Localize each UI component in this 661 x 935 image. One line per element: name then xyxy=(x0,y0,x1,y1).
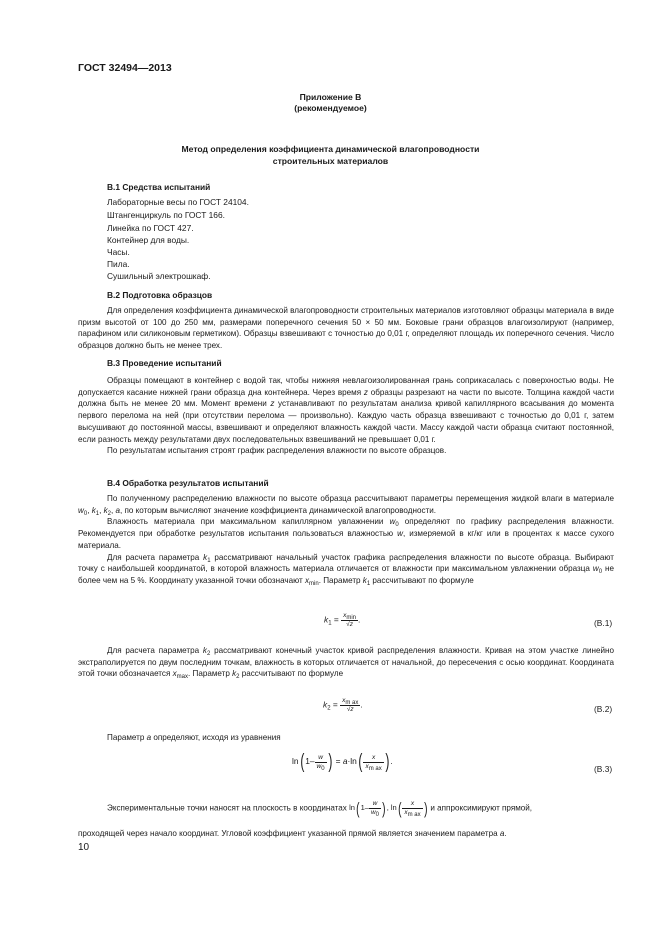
section-b4-points-line: Экспериментальные точки наносят на плоскость в координатах ln(1– $\frac{w}{w_0}$ ), ln( $\frac{x}{x_{m ax}}$ ) и аппроксимируют прямой, xyxy=(107,799,533,818)
coordinates-expression: ln(1– $\frac{w}{w_0}$ ), ln( $\frac{x}{x_{m ax}}$ ) xyxy=(349,799,428,818)
section-b4-body: По полученному распределению влажности по высоте образца рассчитывают параметры перемещения жидкой влаги в материале $w_0$, $k_1$, $k_2$, a, по которым вычисляют значение коэффициента динамической влагопроводности. Влажность материала при максимальном капиллярном увлажнении $w_0$ определяют по графику распределения влажности. Рекомендуется при обработке результатов испытания пользоваться влажностью w, измеряемой в кг/кг или в процентах к массе сухого материала. Для расчета параметра $k_1$ рассматривают начальный участок графика распределения влажности по высоте образца. Выбирают точку с наибольшей координатой, в которой влажность материала отличается от влажности при максимальном увлажнении образца $w_0$ не более чем на 5 %. Координату указанной точки обозначают $x_{min}$. Параметр $k_1$ рассчитывают по формуле xyxy=(78,494,614,587)
equipment-item: Часы. xyxy=(107,247,130,257)
equation-b3-number: (В.3) xyxy=(594,764,613,774)
section-b4-last-line: проходящей через начало координат. Угловой коэффициент указанной прямой является значением параметра a. xyxy=(78,829,507,838)
section-b4-k2-paragraph: Для расчета параметра $k_2$ рассматривают конечный участок кривой распределения влажности. Кривая на этом участке линейно экстраполируется по двум последним точкам, влажность в которых отличается от начальной, до пересечения с осью координат. Координата этой точки обозначается $x_{max}$. Параметр $k_2$ рассчитывают по формуле xyxy=(78,646,614,681)
section-b3-heading: В.3 Проведение испытаний xyxy=(107,358,222,368)
equation-b2: $k_2$ = $\frac{x_{m ax}}{√z}$ . xyxy=(323,697,363,713)
appendix-subtitle: (рекомендуемое) xyxy=(294,103,367,113)
equipment-item: Штангенциркуль по ГОСТ 166. xyxy=(107,210,225,220)
equation-b1: $k_1$ = $\frac{x_{min}}{√z}$ . xyxy=(324,612,361,628)
equipment-item: Пила. xyxy=(107,259,130,269)
section-b2-paragraph: Для определения коэффициента динамической влагопроводности строительных материалов изготовляют образцы материала в виде призм высотой от 100 до 250 мм, размерами поперечного сечения 50 × 50 мм. Боковые грани образцов влагоизолируют (например, парафином или силиконовым герметиком). Образцы взвешивают с точностью до 0,01 г, определяют площадь их поперечного сечения. Число образцов должно быть не менее трех. xyxy=(78,306,614,351)
equipment-item: Линейка по ГОСТ 427. xyxy=(107,223,194,233)
method-title-line2: строительных материалов xyxy=(272,156,389,166)
document-header: ГОСТ 32494—2013 xyxy=(78,62,172,74)
section-b1-heading: В.1 Средства испытаний xyxy=(107,182,211,192)
equipment-item: Контейнер для воды. xyxy=(107,235,190,245)
section-b2-heading: В.2 Подготовка образцов xyxy=(107,290,213,300)
equipment-item: Лабораторные весы по ГОСТ 24104. xyxy=(107,197,249,207)
equation-b1-number: (В.1) xyxy=(594,618,613,628)
appendix-title: Приложение В xyxy=(299,92,362,102)
equipment-item: Сушильный электрошкаф. xyxy=(107,271,211,281)
section-b3-body: Образцы помещают в контейнер с водой так, чтобы нижняя невлагоизолированная грань соприкасалась с поверхностью воды. Не допускается касание нижней грани образца дна контейнера. Через время z образцы разрезают на части по высоте. Толщина каждой части должна быть не менее 20 мм. Момент времени z устанавливают по результатам анализа кривой капиллярного всасывания до момента первого перелома на ней (при отсутствии перелома — произвольно). Каждую часть образца взвешивают с точностью до 0,01 г, затем высушивают до постоянной массы, взвешивают и определяют влажность каждой части. Массу каждой части образца считают постоянной, если разность между результатами двух последовательных взвешиваний не превышает 0,01 г. По результатам испытания строят график распределения влажности по высоте образцов. xyxy=(78,376,614,456)
page-number: 10 xyxy=(78,842,90,853)
section-b4-heading: В.4 Обработка результатов испытаний xyxy=(107,478,269,488)
equation-b3: ln(1– $\frac{w}{w_0}$ ) = a·ln( $\frac{x}{x_{m ax}}$ ). xyxy=(292,751,393,773)
method-title-line1: Метод определения коэффициента динамической влагопроводности xyxy=(181,144,480,154)
section-b4-a-paragraph: Параметр a определяют, исходя из уравнения xyxy=(107,733,281,742)
equation-b2-number: (В.2) xyxy=(594,704,613,714)
